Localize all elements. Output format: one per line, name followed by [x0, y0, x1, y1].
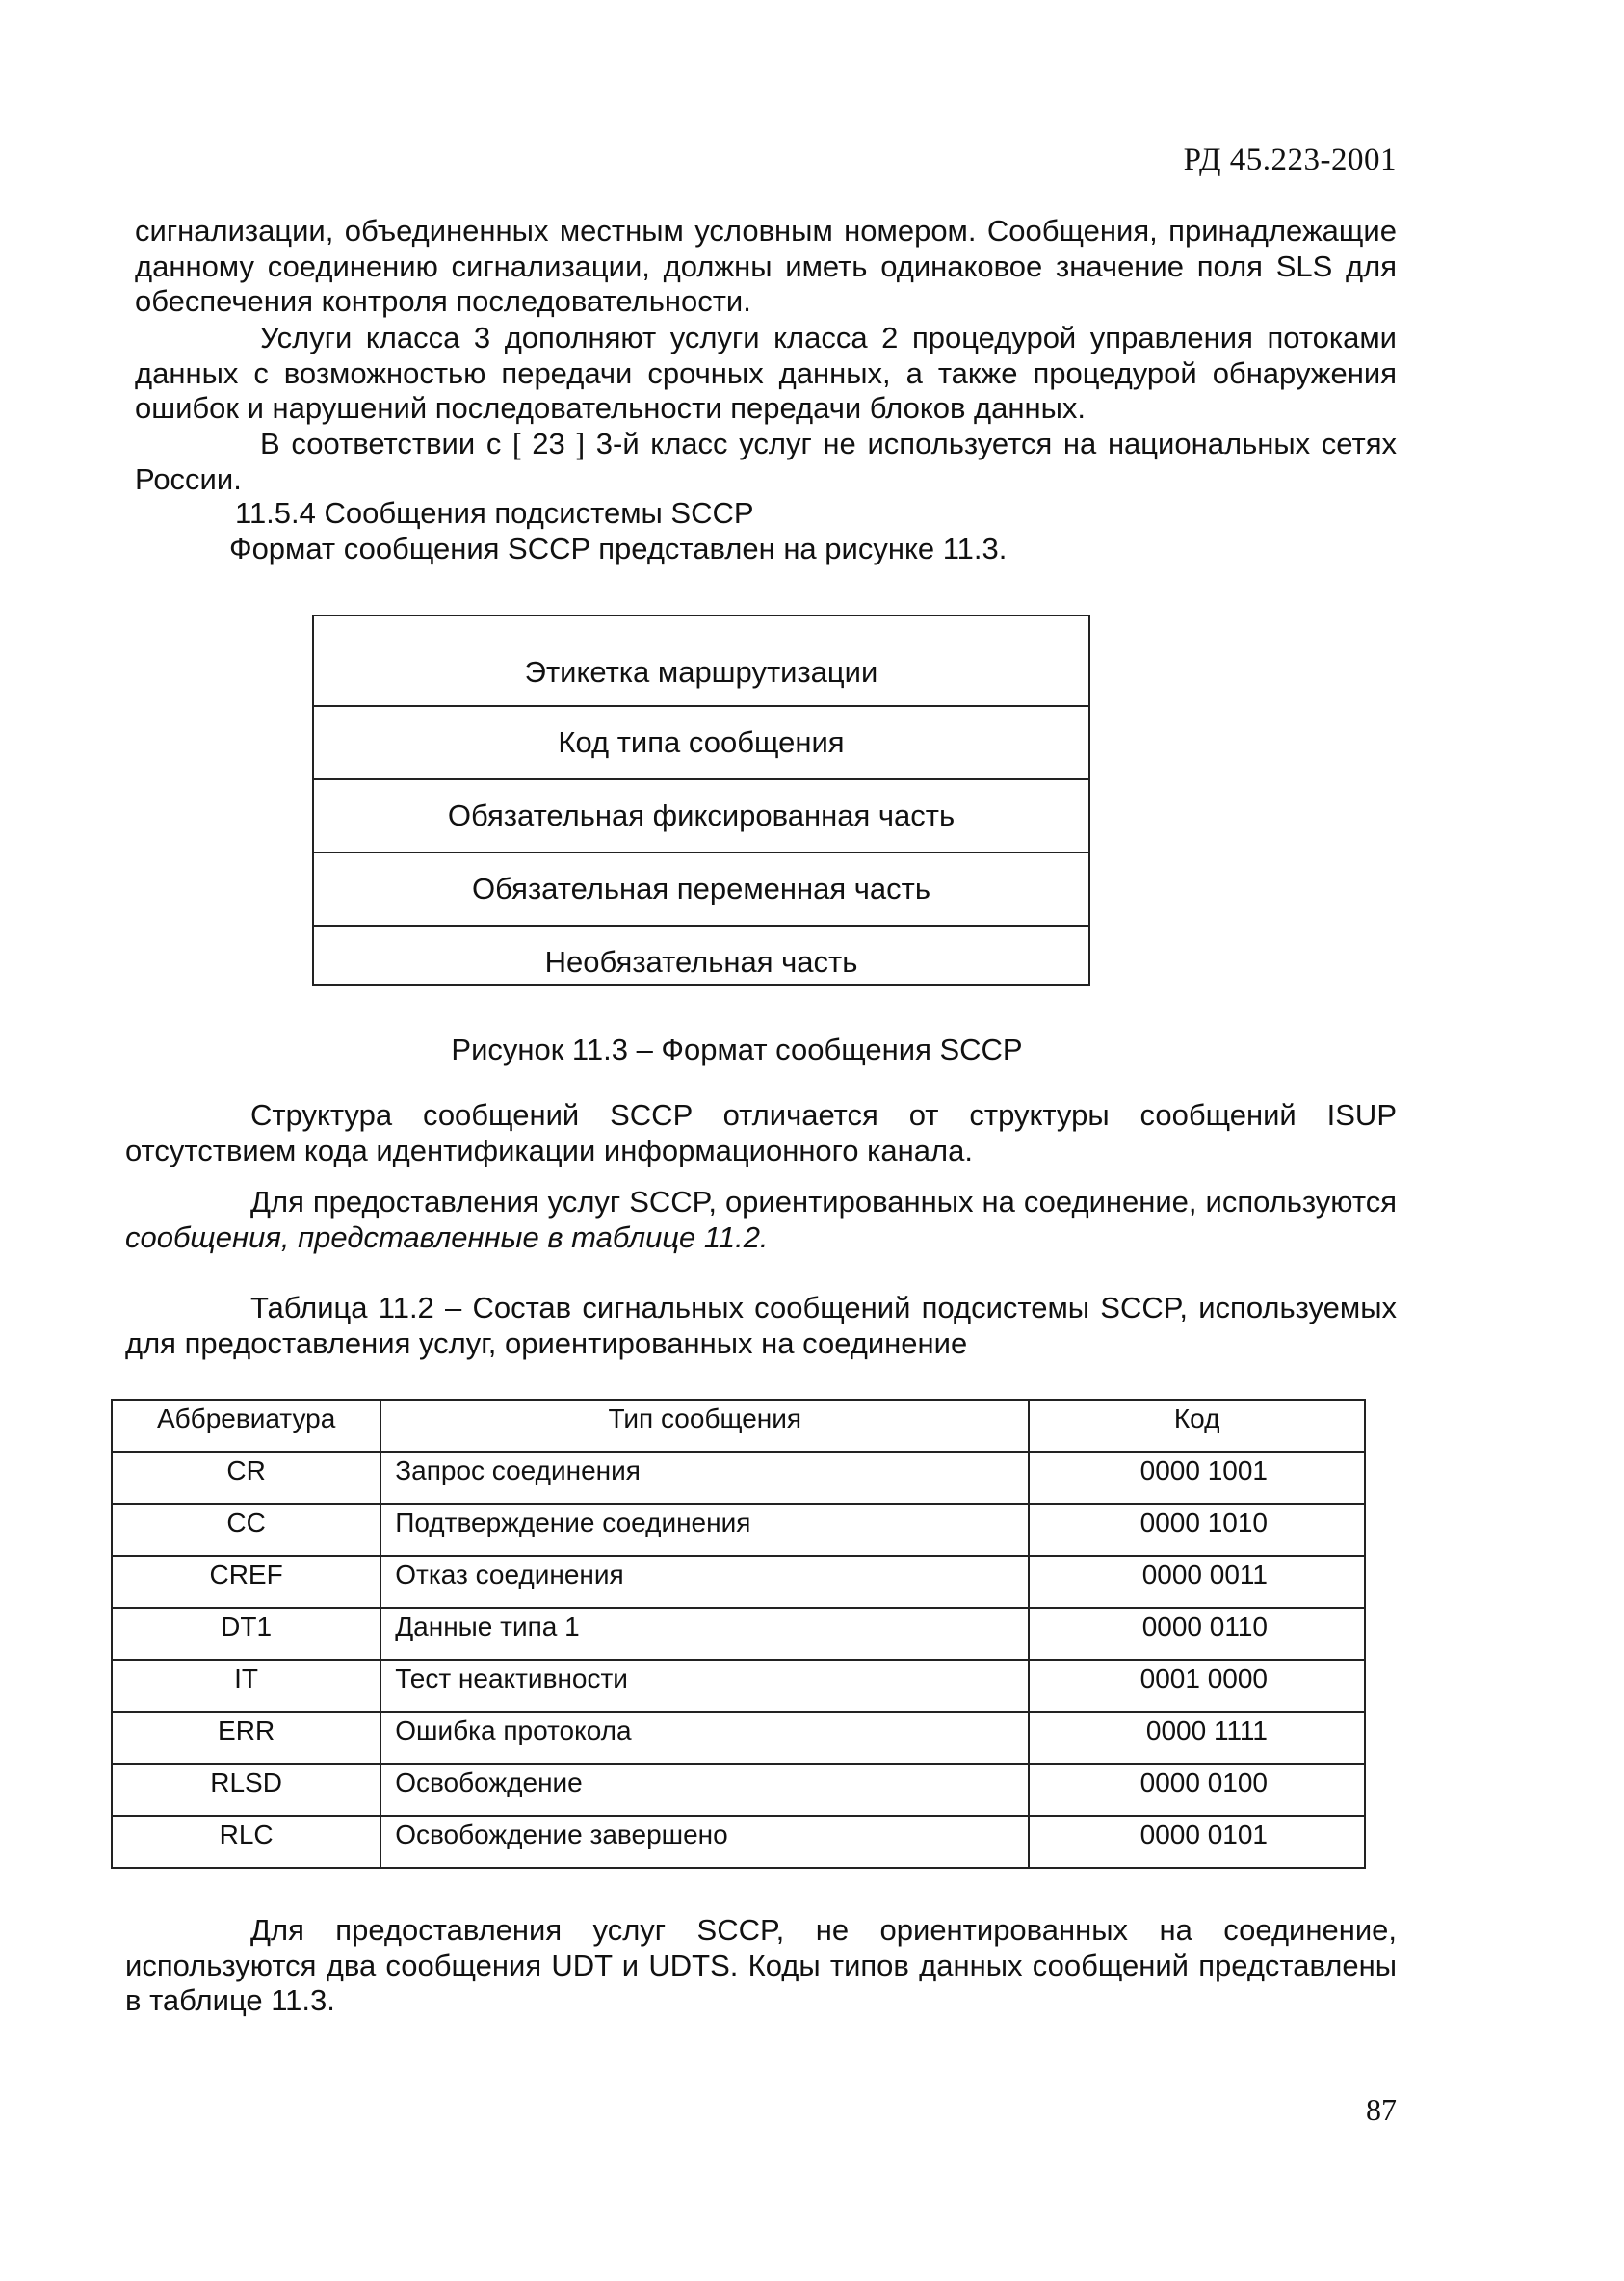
cell-message-type: Данные типа 1 — [380, 1608, 1029, 1660]
paragraph-signaling-continuation: сигнализации, объединенных местным условным номером. Сообщения, принадлежащие данному соединению сигнализации, должны иметь одинаковое значение поля SLS для обеспечения контроля последовательности. — [135, 214, 1397, 318]
cell-code: 0000 1010 — [1029, 1504, 1365, 1556]
cell-message-type: Запрос соединения — [380, 1452, 1029, 1504]
page-number: 87 — [1366, 2092, 1397, 2127]
header-abbreviation: Аббревиатура — [112, 1400, 380, 1452]
paragraph-connection-oriented — [125, 1185, 1397, 1255]
cell-message-type: Ошибка протокола — [380, 1712, 1029, 1764]
cell-code: 0000 0110 — [1029, 1608, 1365, 1660]
cell-abbreviation: CR — [112, 1452, 380, 1504]
cell-abbreviation: CC — [112, 1504, 380, 1556]
sccp-messages-table — [111, 1399, 1366, 1869]
cell-abbreviation: IT — [112, 1660, 380, 1712]
paragraph-sccp-vs-isup: Структура сообщений SCCP отличается от структуры сообщений ISUP отсутствием кода идентификации информационного канала. — [125, 1098, 1397, 1167]
diagram-row-mandatory-fixed: Обязательная фиксированная часть — [314, 778, 1088, 852]
cell-abbreviation: RLSD — [112, 1764, 380, 1816]
table-row — [112, 1712, 1365, 1764]
cell-code: 0001 0000 — [1029, 1660, 1365, 1712]
cell-code: 0000 1111 — [1029, 1712, 1365, 1764]
cell-message-type: Освобождение завершено — [380, 1816, 1029, 1868]
cell-abbreviation: ERR — [112, 1712, 380, 1764]
cell-abbreviation: DT1 — [112, 1608, 380, 1660]
table-row — [112, 1452, 1365, 1504]
cell-message-type: Подтверждение соединения — [380, 1504, 1029, 1556]
document-code: РД 45.223-2001 — [1183, 143, 1397, 177]
cell-code: 0000 0101 — [1029, 1816, 1365, 1868]
paragraph-format-intro: Формат сообщения SCCP представлен на рисунке 11.3. — [229, 532, 1008, 565]
paragraph-connection-oriented-italic: сообщения, представленные в таблице 11.2. — [125, 1219, 769, 1254]
table-header-row — [112, 1400, 1365, 1452]
cell-code: 0000 1001 — [1029, 1452, 1365, 1504]
table-row — [112, 1556, 1365, 1608]
cell-abbreviation: CREF — [112, 1556, 380, 1608]
cell-code: 0000 0011 — [1029, 1556, 1365, 1608]
table-row — [112, 1660, 1365, 1712]
cell-message-type: Освобождение — [380, 1764, 1029, 1816]
paragraph-class3-not-used: В соответствии с [ 23 ] 3-й класс услуг не используется на национальных сетях России. — [135, 427, 1397, 496]
table-title: Таблица 11.2 – Состав сигнальных сообщений подсистемы SCCP, используемых для предоставления услуг, ориентированных на соединение — [125, 1291, 1397, 1360]
paragraph-class3-services: Услуги класса 3 дополняют услуги класса 2 процедурой управления потоками данных с возможностью передачи срочных данных, а также процедурой обнаружения ошибок и нарушений последовательности передачи блоков данных. — [135, 321, 1397, 425]
table-row — [112, 1608, 1365, 1660]
figure-caption: Рисунок 11.3 – Формат сообщения SCCP — [451, 1033, 1023, 1066]
cell-message-type: Отказ соединения — [380, 1556, 1029, 1608]
header-code: Код — [1029, 1400, 1365, 1452]
table-row — [112, 1504, 1365, 1556]
sccp-message-format-diagram — [312, 615, 1090, 986]
cell-code: 0000 0100 — [1029, 1764, 1365, 1816]
paragraph-connection-oriented-text: Для предоставления услуг SCCP, ориентированных на соединение, используются — [250, 1185, 1397, 1219]
cell-abbreviation: RLC — [112, 1816, 380, 1868]
diagram-row-mandatory-variable: Обязательная переменная часть — [314, 852, 1088, 925]
diagram-row-routing-label: Этикетка маршрутизации — [524, 655, 878, 689]
table-row — [112, 1764, 1365, 1816]
section-heading-11-5-4: 11.5.4 Сообщения подсистемы SCCP — [235, 496, 754, 530]
header-message-type: Тип сообщения — [380, 1400, 1029, 1452]
table-row — [112, 1816, 1365, 1868]
cell-message-type: Тест неактивности — [380, 1660, 1029, 1712]
paragraph-connectionless: Для предоставления услуг SCCP, не ориентированных на соединение, используются два сообщения UDT и UDTS. Коды типов данных сообщений представлены в таблице 11.3. — [125, 1913, 1397, 2017]
diagram-row-message-type-code: Код типа сообщения — [314, 705, 1088, 778]
diagram-row-optional: Необязательная часть — [314, 925, 1088, 984]
